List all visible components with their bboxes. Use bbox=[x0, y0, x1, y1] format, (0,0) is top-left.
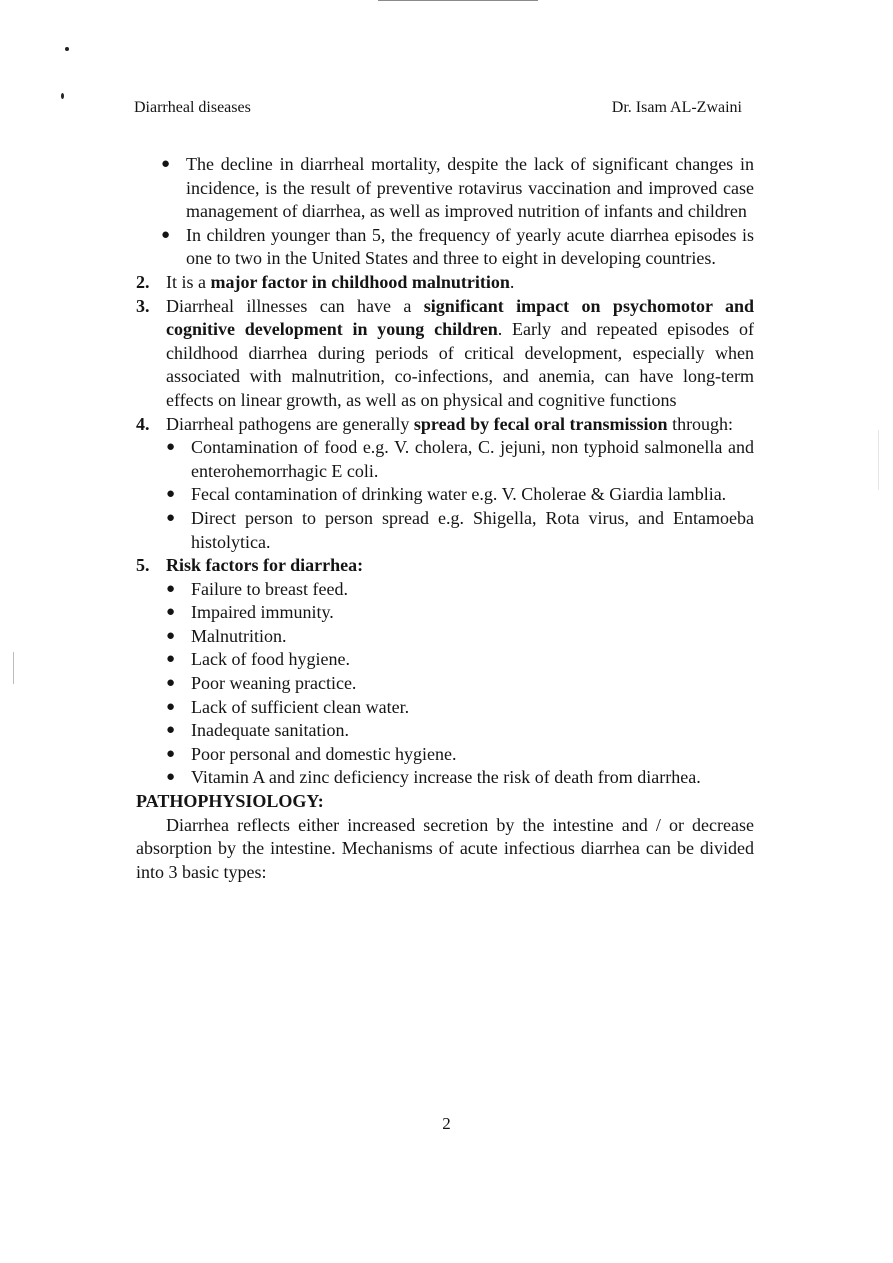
list-item bbox=[166, 507, 754, 554]
document-body bbox=[136, 153, 754, 884]
bullet-icon: ● bbox=[166, 580, 176, 597]
numbered-item-3 bbox=[136, 295, 754, 413]
bullet-icon: ● bbox=[166, 769, 176, 786]
item-text-plain: Diarrheal illnesses can have a bbox=[166, 295, 424, 316]
header-author: Dr. Isam AL-Zwaini bbox=[611, 99, 742, 116]
bullet-icon: ● bbox=[166, 439, 176, 456]
item-text bbox=[166, 271, 754, 295]
bullet-text: Failure to breast feed. bbox=[191, 578, 348, 599]
item-number: 2. bbox=[136, 271, 150, 292]
scan-edge-line bbox=[13, 652, 14, 684]
scan-speck bbox=[61, 93, 64, 99]
item-text-plain: . Early and repeated episodes of childhood diarrhea during periods of critical development, especially when associated with malnutrition, co-infections, and anemia, can have long-term effects on linear growth, as well as on physical and cognitive functions bbox=[166, 319, 755, 410]
bullet-text: Poor weaning practice. bbox=[191, 673, 357, 694]
list-item bbox=[161, 224, 754, 271]
header-title: Diarrheal diseases bbox=[134, 99, 251, 116]
item-text-plain: Diarrheal pathogens are generally bbox=[166, 413, 414, 434]
item-text-plain: It is a bbox=[166, 271, 211, 292]
bullet-text: Contamination of food e.g. V. cholera, C. jejuni, non typhoid salmonella and enterohemorrhagic E coli. bbox=[191, 437, 754, 481]
item-number: 4. bbox=[136, 413, 150, 434]
numbered-item-2 bbox=[136, 271, 754, 295]
item-title: Risk factors for diarrhea: bbox=[166, 555, 364, 576]
list-item bbox=[166, 648, 754, 672]
bullet-icon: ● bbox=[166, 509, 176, 526]
bullet-icon: ● bbox=[161, 156, 171, 172]
bullet-text: The decline in diarrheal mortality, despite the lack of significant changes in incidence, is the result of preventive rotavirus vaccination and improved case management of diarrhea, as well as improved nutrition of infants and children bbox=[186, 154, 754, 222]
item-number: 5. bbox=[136, 555, 150, 576]
item-text-bold: spread by fecal oral transmission bbox=[413, 413, 668, 434]
bullet-icon: ● bbox=[166, 722, 176, 739]
item-text bbox=[166, 295, 754, 413]
list-item bbox=[161, 153, 754, 224]
list-item bbox=[166, 483, 754, 507]
item-text-bold: significant impact on psychomotor and cognitive development in young children bbox=[166, 295, 755, 340]
item-text-bold: major factor in childhood malnutrition bbox=[210, 271, 510, 292]
list-item bbox=[166, 625, 754, 649]
risk-factor-list bbox=[166, 578, 754, 790]
page-header bbox=[134, 98, 742, 118]
bullet-text: Inadequate sanitation. bbox=[191, 720, 349, 741]
list-item bbox=[166, 672, 754, 696]
bullet-icon: ● bbox=[166, 604, 176, 621]
list-item bbox=[166, 578, 754, 602]
bullet-icon: ● bbox=[166, 651, 176, 668]
item-text-plain: through: bbox=[667, 413, 734, 434]
bullet-text: In children younger than 5, the frequency of yearly acute diarrhea episodes is one to two in the United States and three to eight in developing countries. bbox=[186, 224, 754, 269]
section-paragraph: Diarrhea reflects either increased secretion by the intestine and / or decrease absorption by the intestine. Mechanisms of acute infectious diarrhea can be divided into 3 basic types: bbox=[136, 814, 754, 882]
bullet-text: Impaired immunity. bbox=[191, 602, 334, 623]
bullet-icon: ● bbox=[166, 675, 176, 692]
bullet-icon: ● bbox=[166, 698, 176, 715]
transmission-bullet-list bbox=[166, 436, 754, 554]
section-heading: PATHOPHYSIOLOGY: bbox=[136, 791, 324, 812]
item-text-plain: . bbox=[509, 271, 515, 292]
bullet-text: Direct person to person spread e.g. Shigella, Rota virus, and Entamoeba histolytica. bbox=[191, 507, 754, 552]
list-item bbox=[166, 719, 754, 743]
list-item bbox=[166, 436, 754, 483]
bullet-icon: ● bbox=[166, 745, 176, 762]
bullet-text: Fecal contamination of drinking water e.g. V. Cholerae & Giardia lamblia. bbox=[191, 484, 727, 505]
list-item bbox=[166, 696, 754, 720]
bullet-text: Poor personal and domestic hygiene. bbox=[191, 743, 457, 764]
list-item bbox=[166, 743, 754, 767]
bullet-icon: ● bbox=[166, 486, 176, 503]
numbered-item-4 bbox=[136, 413, 754, 437]
bullet-text: Vitamin A and zinc deficiency increase the risk of death from diarrhea. bbox=[191, 767, 701, 788]
top-scan-line bbox=[378, 0, 538, 1]
intro-bullet-list bbox=[161, 153, 754, 271]
scan-edge-line bbox=[878, 430, 879, 490]
bullet-text: Lack of food hygiene. bbox=[191, 649, 350, 670]
list-item bbox=[166, 766, 754, 790]
page-number: 2 bbox=[442, 1114, 451, 1133]
bullet-icon: ● bbox=[161, 226, 171, 243]
item-text bbox=[166, 413, 754, 437]
list-item bbox=[166, 601, 754, 625]
numbered-item-5 bbox=[136, 554, 754, 578]
item-number: 3. bbox=[136, 295, 150, 316]
bullet-text: Lack of sufficient clean water. bbox=[191, 696, 410, 717]
bullet-text: Malnutrition. bbox=[191, 625, 287, 646]
bullet-icon: ● bbox=[166, 627, 176, 644]
scan-speck bbox=[65, 47, 69, 51]
